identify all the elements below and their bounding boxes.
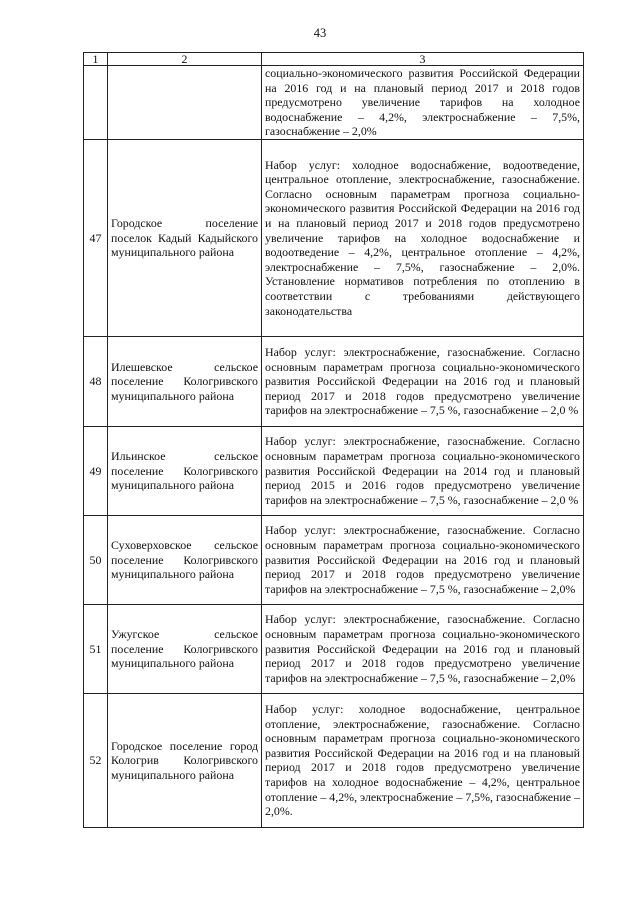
row-number: 49 [84, 426, 108, 515]
tariff-description: социально-экономического развития Российской Федерации на 2016 год и на плановый период 2017 и 2018 годов предусмотрено увеличение тарифов на холодное водоснабжение – 4,2%, электроснабжение – 7,5%, газоснабжение – 2,0% [262, 66, 584, 140]
tariff-table [83, 52, 584, 828]
row-number: 47 [84, 139, 108, 336]
row-number: 52 [84, 693, 108, 827]
header-col-1: 1 [84, 53, 108, 66]
table-row [84, 426, 584, 515]
tariff-description: Набор услуг: электроснабжение, газоснабжение. Согласно основным параметрам прогноза социально-экономического развития Российской Федерации на 2016 год и плановый период 2017 и 2018 годов предусмотрено увеличение тарифов на электроснабжение – 7,5 %, газоснабжение – 2,0 % [262, 336, 584, 426]
table-row [84, 693, 584, 827]
row-number: 51 [84, 604, 108, 693]
table-row [84, 66, 584, 140]
settlement-name [108, 66, 262, 140]
tariff-description: Набор услуг: электроснабжение, газоснабжение. Согласно основным параметрам прогноза социально-экономического развития Российской Федерации на 2016 год и плановый период 2017 и 2018 годов предусмотрено увеличение тарифов на электроснабжение – 7,5 %, газоснабжение – 2,0% [262, 604, 584, 693]
header-col-3: 3 [262, 53, 584, 66]
tariff-description: Набор услуг: холодное водоснабжение, центральное отопление, электроснабжение, газоснабжение. Согласно основным параметрам прогноза социально-экономического развития Российской Федерации на 2016 год и на плановый период 2017 и 2018 годов предусмотрено увеличение тарифов на холодное водоснабжение – 4,2%, центральное отопление – 4,2%, электроснабжение – 7,5%, газоснабжение – 2,0%. [262, 693, 584, 827]
settlement-name: Городское поселение поселок Кадый Кадыйского муниципального района [108, 139, 262, 336]
settlement-name: Ужугское сельское поселение Кологривского муниципального района [108, 604, 262, 693]
table-row [84, 604, 584, 693]
tariff-description: Набор услуг: электроснабжение, газоснабжение. Согласно основным параметрам прогноза социально-экономического развития Российской Федерации на 2016 год и плановый период 2017 и 2018 годов предусмотрено увеличение тарифов на электроснабжение – 7,5 %, газоснабжение – 2,0% [262, 515, 584, 604]
table-row [84, 139, 584, 336]
settlement-name: Илешевское сельское поселение Кологривского муниципального района [108, 336, 262, 426]
header-row [84, 53, 584, 66]
table-row [84, 515, 584, 604]
row-number [84, 66, 108, 140]
settlement-name: Городское поселение город Кологрив Кологривского муниципального района [108, 693, 262, 827]
table-row [84, 336, 584, 426]
settlement-name: Суховерховское сельское поселение Кологривского муниципального района [108, 515, 262, 604]
settlement-name: Ильинское сельское поселение Кологривского муниципального района [108, 426, 262, 515]
tariff-description: Набор услуг: холодное водоснабжение, водоотведение, центральное отопление, электроснабжение, газоснабжение. Согласно основным параметрам прогноза социально-экономического развития Российской Федерации на 2016 год и на плановый период 2017 и 2018 годов предусмотрено увеличение тарифов на холодное водоснабжение и водоотведение – 4,2%, центральное отопление – 4,2%, электроснабжение – 7,5%, газоснабжение – 2,0%. Установление нормативов потребления по отоплению в соответствии с требованиями действующего законодательства [262, 139, 584, 336]
row-number: 50 [84, 515, 108, 604]
header-col-2: 2 [108, 53, 262, 66]
page-number: 43 [313, 26, 327, 40]
row-number: 48 [84, 336, 108, 426]
tariff-description: Набор услуг: электроснабжение, газоснабжение. Согласно основным параметрам прогноза социально-экономического развития Российской Федерации на 2014 год и плановый период 2015 и 2016 годов предусмотрено увеличение тарифов на электроснабжение – 7,5 %, газоснабжение – 2,0 % [262, 426, 584, 515]
